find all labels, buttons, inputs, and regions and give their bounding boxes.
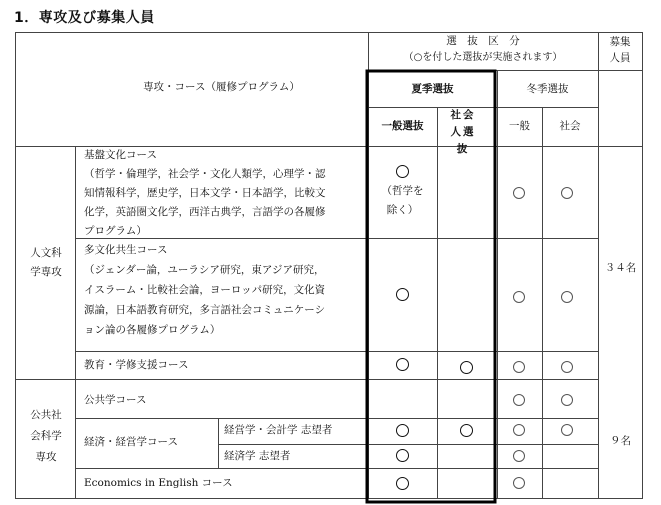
course-kyoiku: 教育・学修支援コース <box>84 359 189 371</box>
course-kiban-line: 化学，英語圏文化学，西洋古典学，言語学の各履修 <box>84 206 326 218</box>
selection-circle-icon <box>513 394 525 406</box>
course-tabunka-line: イスラーム・比較社会論，ヨーロッパ研究，文化資 <box>84 284 326 296</box>
selection-circle-icon <box>561 424 573 436</box>
course-tabunka-line: （ジェンダー論，ユーラシア研究，東アジア研究， <box>84 264 325 276</box>
selection-circle-icon <box>561 394 573 406</box>
course-tabunka-line: 多文化共生コース <box>84 244 168 256</box>
selection-circle-icon <box>561 187 573 199</box>
course-kiban-line: （哲学・倫理学，社会学・文化人類学，心理学・認 <box>84 168 326 180</box>
quota-header: 募集人員 <box>609 36 631 64</box>
course-keiei-sub: 経営学・会計学 志望者 <box>224 424 333 436</box>
selection-circle-icon <box>561 361 573 373</box>
selection-circle-icon <box>460 361 473 374</box>
selection-header-title: 選 抜 区 分 <box>446 35 520 47</box>
course-tabunka-line: ョン論の各履修プログラム） <box>84 324 221 336</box>
course-keizai-sub: 経済学 志望者 <box>224 450 291 462</box>
selection-circle-icon <box>396 477 409 490</box>
course-kiban-line: 知情報科学，歴史学，日本文学・日本語学，比較文 <box>84 187 326 199</box>
selection-header-note: （○を付した選抜が実施されます） <box>403 52 563 63</box>
selection-circle-icon <box>396 288 409 301</box>
major-public-social: 公共社会科学専攻 <box>30 409 62 463</box>
selection-circle-icon <box>513 477 525 489</box>
quota-public-social: ９名 <box>610 435 631 447</box>
selection-circle-icon <box>513 291 525 303</box>
course-tabunka-line: 源論，日本語教育研究，多言語社会コミュニケーシ <box>84 304 326 316</box>
selection-circle-icon <box>396 449 409 462</box>
selection-circle-icon <box>513 361 525 373</box>
summer-general-header: 一般選抜 <box>381 120 424 132</box>
section-heading: 1．専攻及び募集人員 <box>14 10 155 26</box>
winter-adult-header: 社会 <box>559 120 581 132</box>
selection-circle-icon <box>513 450 525 462</box>
kiban-note-line: 除く） <box>386 204 419 216</box>
course-kiban-line: プログラム） <box>84 225 147 237</box>
selection-circle-icon <box>513 187 525 199</box>
course-economics-english: Economics in English コース <box>84 477 233 489</box>
selection-circle-icon <box>396 165 409 178</box>
selection-circle-icon <box>460 424 473 437</box>
course-kokyo: 公共学コース <box>84 394 147 406</box>
course-keizai: 経済・経営学コース <box>84 436 178 448</box>
winter-selection-header: 冬季選抜 <box>526 83 569 95</box>
selection-circle-icon <box>561 291 573 303</box>
summer-selection-header: 夏季選抜 <box>411 83 454 95</box>
selection-circle-icon <box>396 358 409 371</box>
selection-circle-icon <box>396 424 409 437</box>
selection-circle-icon <box>513 424 525 436</box>
summer-adult-header: 社会人選抜 <box>450 109 476 155</box>
major-humanities: 人文科学専攻 <box>30 247 62 278</box>
course-column-header: 専攻・コース（履修プログラム） <box>143 81 300 93</box>
course-kiban-line: 基盤文化コース <box>84 149 157 161</box>
quota-humanities: ３４名 <box>604 262 637 274</box>
winter-general-header: 一般 <box>509 120 530 132</box>
kiban-note-line: （哲学を <box>381 185 424 197</box>
